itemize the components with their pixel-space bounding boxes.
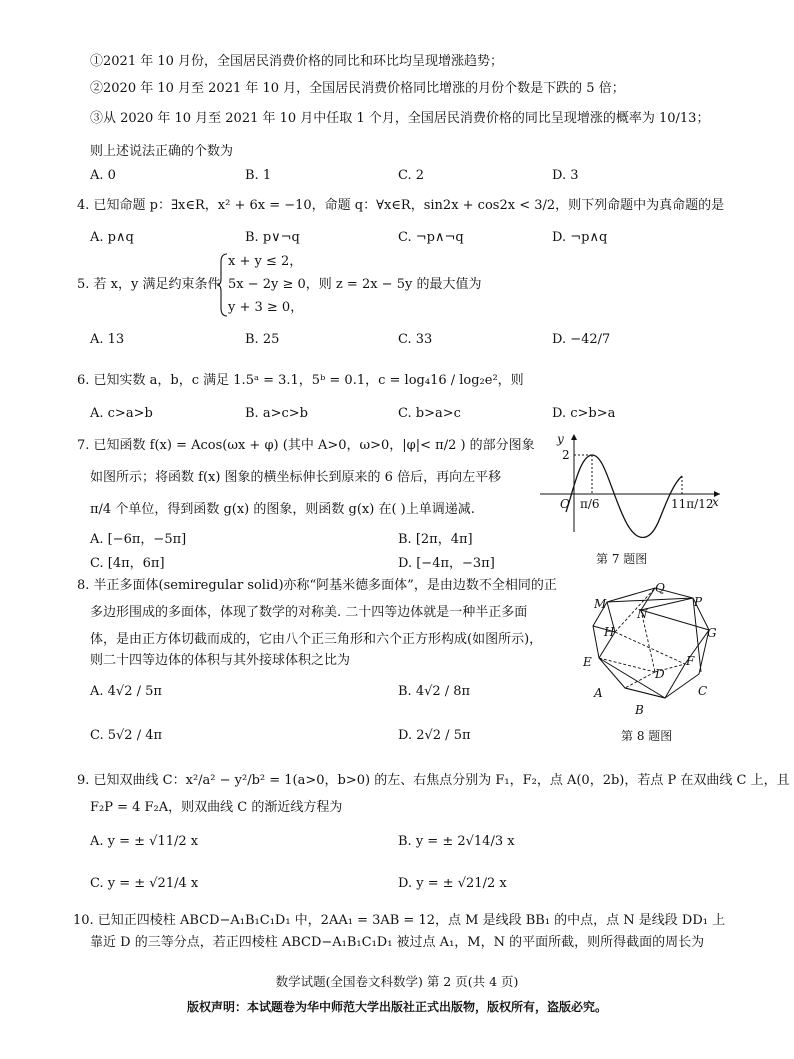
- copyright-notice: 版权声明：本试题卷为华中师范大学出版社正式出版物，版权所有，盗版必究。: [186, 1000, 607, 1014]
- q5-stem: 5. 若 x，y 满足约束条件: [77, 277, 221, 292]
- q9-option-c: C. y = ± √21/4 x: [90, 876, 199, 891]
- q9-option-d: D. y = ± √21/2 x: [398, 876, 507, 891]
- q4-option-b: B. p∨¬q: [245, 230, 300, 245]
- q8-option-c: C. 5√2 / 4π: [90, 728, 163, 743]
- vertex-label-q: Q: [655, 581, 665, 595]
- q6-option-a: A. c>a>b: [90, 406, 153, 421]
- q5-option-c: C. 33: [398, 332, 433, 347]
- q3-option-d: D. 3: [552, 168, 579, 183]
- q5-option-b: B. 25: [245, 332, 280, 347]
- q7-origin-label: O: [560, 497, 570, 511]
- q7-x-label: x: [712, 495, 719, 509]
- q7-option-b: B. [2π，4π]: [398, 532, 473, 547]
- q3-option-c: C. 2: [398, 168, 425, 183]
- q4-stem: 4. 已知命题 p：∃x∈R，x² + 6x = −10，命题 q：∀x∈R，sin2x + cos2x < 3/2，则下列命题中为真命题的是: [77, 198, 725, 213]
- vertex-label-f: F: [686, 654, 695, 668]
- q6-stem: 6. 已知实数 a，b，c 满足 1.5ᵃ = 3.1，5ᵇ = 0.1，c = log₄16 / log₂e²，则: [77, 373, 524, 388]
- q9-option-b: B. y = ± 2√14/3 x: [398, 834, 515, 849]
- statement-2: ②2020 年 10 月至 2021 年 10 月，全国居民消费价格同比增涨的月份个数是下跌的 5 倍；: [90, 81, 625, 96]
- q7-tick-label-1: π/6: [580, 497, 600, 511]
- q7-line-1: 7. 已知函数 f(x) = Acos(ωx + φ) (其中 A>0，ω>0，|φ|< π/2 ) 的部分图象: [77, 438, 535, 453]
- q3-option-a: A. 0: [90, 168, 116, 183]
- page-footer: 数学试题(全国卷文科数学) 第 2 页(共 4 页): [275, 974, 519, 989]
- q7-line-2: 如图所示；将函数 f(x) 图象的横坐标伸长到原来的 6 倍后，再向左平移: [90, 470, 502, 485]
- q8-caption: 第 8 题图: [621, 729, 673, 743]
- q7-option-a: A. [−6π，−5π]: [90, 532, 187, 547]
- vertex-label-c: C: [698, 684, 708, 698]
- q8-option-d: D. 2√2 / 5π: [398, 728, 471, 743]
- q5-constraint-1: x + y ≤ 2，: [228, 254, 303, 269]
- q7-caption: 第 7 题图: [596, 552, 648, 566]
- q9-line-2: F₂P = 4 F₂A，则双曲线 C 的渐近线方程为: [90, 800, 343, 815]
- vertex-label-b: B: [635, 703, 644, 717]
- q6-option-d: D. c>b>a: [552, 406, 616, 421]
- statement-question: 则上述说法正确的个数为: [90, 144, 234, 159]
- q8-line-3: 体，是由正方体切截而成的，它由八个正三角形和六个正方形构成(如图所示)，: [90, 632, 543, 647]
- q5-option-d: D. −42/7: [552, 332, 611, 347]
- vertex-label-h: H: [604, 625, 615, 639]
- vertex-label-a: A: [594, 686, 603, 700]
- q7-peak-label: 2: [562, 448, 570, 462]
- q7-option-d: D. [−4π，−3π]: [398, 556, 495, 571]
- q5-constraint-2: 5x − 2y ≥ 0，则 z = 2x − 5y 的最大值为: [228, 277, 482, 292]
- vertex-label-n: N: [637, 607, 648, 621]
- q8-line-2: 多边形围成的多面体，体现了数学的对称美. 二十四等边体就是一种半正多面: [90, 605, 528, 620]
- q7-line-3: π/4 个单位，得到函数 g(x) 的图象，则函数 g(x) 在( )上单调递减.: [90, 502, 475, 517]
- q3-option-b: B. 1: [245, 168, 272, 183]
- statement-1: ①2021 年 10 月份，全国居民消费价格的同比和环比均呈现增涨趋势；: [90, 54, 504, 69]
- q6-option-b: B. a>c>b: [245, 406, 308, 421]
- q9-option-a: A. y = ± √11/2 x: [90, 834, 199, 849]
- q8-line-1: 8. 半正多面体(semiregular solid)亦称“阿基米德多面体”，是由边数不全相同的正: [77, 578, 557, 593]
- q4-option-d: D. ¬p∧q: [552, 230, 608, 245]
- vertex-label-p: P: [694, 595, 703, 609]
- q8-line-4: 则二十四等边体的体积与其外接球体积之比为: [90, 653, 351, 668]
- q10-line-1: 10. 已知正四棱柱 ABCD−A₁B₁C₁D₁ 中，2AA₁ = 3AB = 12，点 M 是线段 BB₁ 的中点，点 N 是线段 DD₁ 上: [73, 913, 726, 928]
- q8-option-b: B. 4√2 / 8π: [398, 684, 471, 699]
- q6-option-c: C. b>a>c: [398, 406, 461, 421]
- q4-option-a: A. p∧q: [90, 230, 134, 245]
- vertex-label-d: D: [655, 667, 665, 681]
- vertex-label-e: E: [583, 655, 592, 669]
- vertex-label-g: G: [707, 626, 717, 640]
- q5-option-a: A. 13: [90, 332, 125, 347]
- q10-line-2: 靠近 D 的三等分点，若正四棱柱 ABCD−A₁B₁C₁D₁ 被过点 A₁，M，N 的平面所截，则所得截面的周长为: [90, 935, 705, 950]
- q8-option-a: A. 4√2 / 5π: [90, 684, 162, 699]
- q4-option-c: C. ¬p∧¬q: [398, 230, 464, 245]
- q7-graph: [536, 428, 726, 538]
- q9-line-1: 9. 已知双曲线 C：x²/a² − y²/b² = 1(a>0，b>0) 的左、右焦点分别为 F₁，F₂，点 A(0，2b)，若点 P 在双曲线 C 上，且: [77, 773, 790, 788]
- q5-constraint-3: y + 3 ≥ 0，: [228, 300, 304, 315]
- q7-option-c: C. [4π，6π]: [90, 556, 165, 571]
- statement-3: ③从 2020 年 10 月至 2021 年 10 月中任取 1 个月，全国居民消费价格的同比呈现增涨的概率为 10/13；: [90, 111, 710, 126]
- y-axis-arrow: [571, 434, 577, 440]
- vertex-label-m: M: [594, 597, 607, 611]
- q7-y-label: y: [557, 432, 564, 446]
- q7-tick-label-2: 11π/12: [671, 497, 714, 511]
